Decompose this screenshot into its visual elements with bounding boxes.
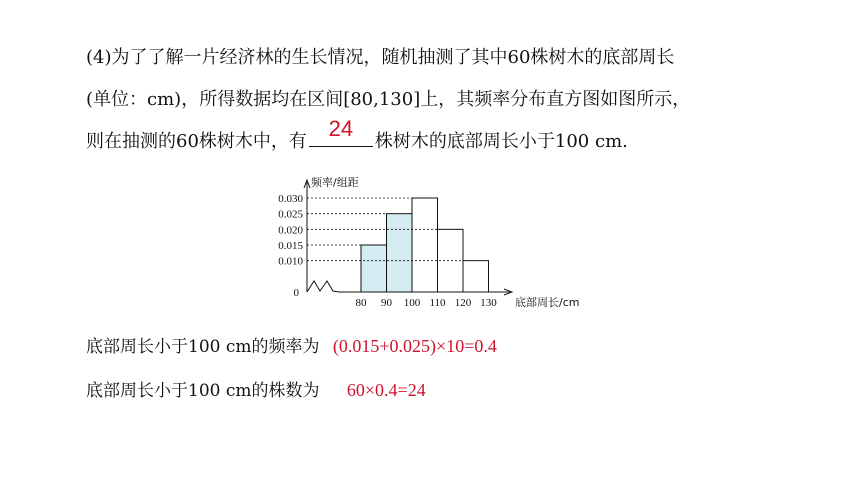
solution-line-2 (86, 378, 426, 403)
problem-line-3-after: 株树木的底部周长小于100 cm. (374, 131, 628, 152)
x-tick-label: 120 (454, 297, 472, 309)
problem-line-1: (4)为了了解一片经济林的生长情况，随机抽测了其中60株树木的底部周长 (86, 47, 675, 68)
solution-value-1: (0.015+0.025)×10=0.4 (332, 336, 497, 356)
frequency-histogram (260, 174, 600, 314)
histogram-bar-120-130 (463, 261, 489, 292)
solution-value-2: 60×0.4=24 (346, 380, 426, 400)
histogram-bar-80-90 (361, 245, 387, 292)
solution-label-2: 底部周长小于100 cm的株数为 (86, 381, 320, 401)
problem-line-3-before: 则在抽测的60株树木中，有 (86, 131, 307, 152)
histogram-bar-100-110 (412, 198, 438, 292)
solution-line-1 (86, 334, 497, 359)
x-axis-break (307, 281, 339, 292)
y-axis-label: 频率/组距 (311, 176, 359, 189)
answer-blank (309, 116, 373, 147)
answer-value: 24 (328, 116, 354, 141)
y-tick-label: 0.030 (278, 193, 303, 205)
solution-label-1: 底部周长小于100 cm的频率为 (86, 337, 320, 357)
x-tick-label: 100 (403, 297, 421, 309)
x-tick-label: 80 (355, 297, 367, 309)
origin-label: 0 (293, 287, 299, 299)
x-axis-label: 底部周长/cm (515, 296, 580, 309)
y-tick-label: 0.010 (278, 255, 303, 268)
x-tick-label: 130 (480, 297, 497, 309)
problem-line-2: (单位：cm)，所得数据均在区间[80,130]上，其频率分布直方图如图所示， (86, 89, 691, 110)
x-tick-label: 110 (429, 297, 446, 309)
y-tick-label: 0.020 (278, 224, 303, 237)
y-tick-label: 0.015 (278, 240, 303, 252)
problem-line-3 (86, 116, 628, 154)
y-tick-label: 0.025 (278, 208, 303, 221)
x-tick-label: 90 (381, 297, 392, 309)
histogram-bar-90-100 (387, 214, 413, 292)
